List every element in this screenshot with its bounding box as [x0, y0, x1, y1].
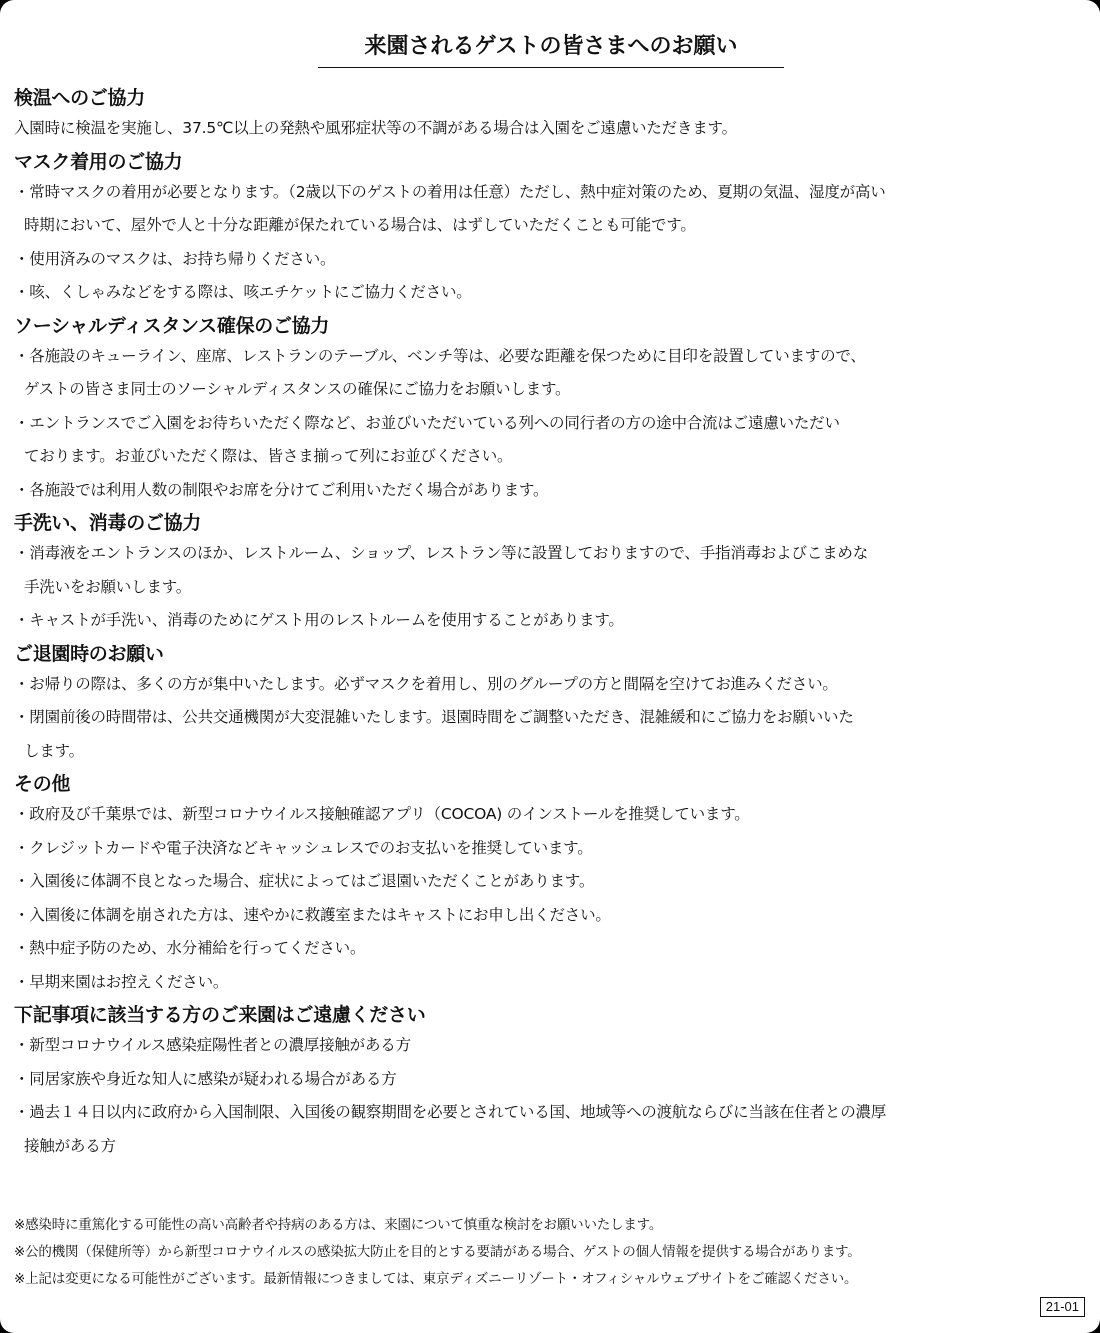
title-underline — [318, 67, 784, 68]
footnote: ※公的機関（保健所等）から新型コロナウイルスの感染拡大防止を目的とする要請がある場合、ゲストの個人情報を提供する場合があります。 — [14, 1244, 861, 1260]
title-block — [318, 30, 784, 64]
section-heading: その他 — [14, 773, 71, 795]
list-item: ・同居家族や身近な知人に感染が疑われる場合がある方 — [14, 1069, 397, 1088]
footnotes — [14, 1212, 861, 1293]
list-item: ・閉園前後の時間帯は、公共交通機関が大変混雑いたします。退園時間をご調整いただき、混雑緩和にご協力をお願いいた — [14, 708, 854, 726]
list-item: ・早期来園はお控えください。 — [14, 972, 229, 991]
section-heading: 手洗い、消毒のご協力 — [14, 512, 202, 534]
section — [14, 148, 1094, 310]
list-item: ・入園後に体調不良となった場合、症状によってはご退園いただくことがあります。 — [14, 872, 595, 890]
footnote: ※感染時に重篤化する可能性の高い高齢者や持病のある方は、来園について慎重な検討をお願いいたします。 — [14, 1217, 663, 1233]
section-heading: 下記事項に該当する方のご来園はご遠慮ください — [14, 1004, 426, 1026]
list-item: ・キャストが手洗い、消毒のためにゲスト用のレストルームを使用することがあります。 — [14, 611, 624, 629]
list-item-continuation: ております。お並びいただく際は、皆さま揃って列にお並びください。 — [24, 447, 513, 465]
section — [14, 84, 1094, 146]
section — [14, 1001, 1094, 1163]
section-heading: マスク着用のご協力 — [14, 150, 183, 173]
list-item: 入園時に検温を実施し、37.5℃以上の発熱や風邪症状等の不調がある場合は入園をご遠慮いただきます。 — [14, 119, 737, 137]
section-heading: ソーシャルディスタンス確保のご協力 — [14, 314, 330, 337]
list-item: ・熱中症予防のため、水分補給を行ってください。 — [14, 939, 366, 957]
section — [14, 509, 1094, 638]
section — [14, 312, 1094, 508]
list-item: ・咳、くしゃみなどをする際は、咳エチケットにご協力ください。 — [14, 283, 472, 301]
section — [14, 770, 1094, 999]
list-item: ・各施設では利用人数の制限やお席を分けてご利用いただく場合があります。 — [14, 480, 549, 499]
page-title: 来園されるゲストの皆さまへのお願い — [364, 34, 738, 59]
list-item-continuation: します。 — [24, 741, 84, 760]
notice-content — [14, 84, 1094, 1165]
list-item: ・新型コロナウイルス感染症陽性者との濃厚接触がある方 — [14, 1036, 411, 1054]
footnote: ※上記は変更になる可能性がございます。最新情報につきましては、東京ディズニーリゾート・オフィシャルウェブサイトをご確認ください。 — [14, 1271, 858, 1287]
list-item: ・政府及び千葉県では、新型コロナウイルス接触確認アプリ（COCOA) のインストールを推奨しています。 — [14, 805, 750, 823]
list-item: ・エントランスでご入園をお待ちいただく際など、お並びいただいている列への同行者の方の途中合流はご遠慮いただい — [14, 413, 840, 432]
document-code: 21-01 — [1040, 1297, 1085, 1317]
list-item: ・過去１４日以内に政府から入国制限、入国後の観察期間を必要とされている国、地域等への渡航ならびに当該在住者との濃厚 — [14, 1103, 887, 1121]
section-heading: 検温へのご協力 — [14, 87, 145, 109]
list-item: ・使用済みのマスクは、お持ち帰りください。 — [14, 249, 336, 268]
section — [14, 640, 1094, 769]
list-item: ・常時マスクの着用が必要となります。（2歳以下のゲストの着用は任意）ただし、熱中症対策のため、夏期の気温、湿度が高い — [14, 182, 886, 201]
list-item: ・お帰りの際は、多くの方が集中いたします。必ずマスクを着用し、別のグループの方と間隔を空けてお進みください。 — [14, 674, 838, 693]
list-item: ・入園後に体調を崩された方は、速やかに救護室またはキャストにお申し出ください。 — [14, 905, 611, 924]
list-item-continuation: 時期において、屋外で人と十分な距離が保たれている場合は、はずしていただくことも可能です。 — [24, 216, 696, 234]
list-item: ・各施設のキューライン、座席、レストランのテーブル、ベンチ等は、必要な距離を保つために目印を設置していますので、 — [14, 346, 866, 365]
list-item-continuation: 接触がある方 — [24, 1136, 116, 1155]
list-item: ・消毒液をエントランスのほか、レストルーム、ショップ、レストラン等に設置しておりますので、手指消毒およびこまめな — [14, 544, 869, 562]
list-item-continuation: 手洗いをお願いします。 — [24, 577, 192, 596]
section-heading: ご退園時のお願い — [14, 642, 164, 665]
list-item: ・クレジットカードや電子決済などキャッシュレスでのお支払いを推奨しています。 — [14, 838, 593, 857]
list-item-continuation: ゲストの皆さま同士のソーシャルディスタンスの確保にご協力をお願いします。 — [24, 380, 571, 398]
